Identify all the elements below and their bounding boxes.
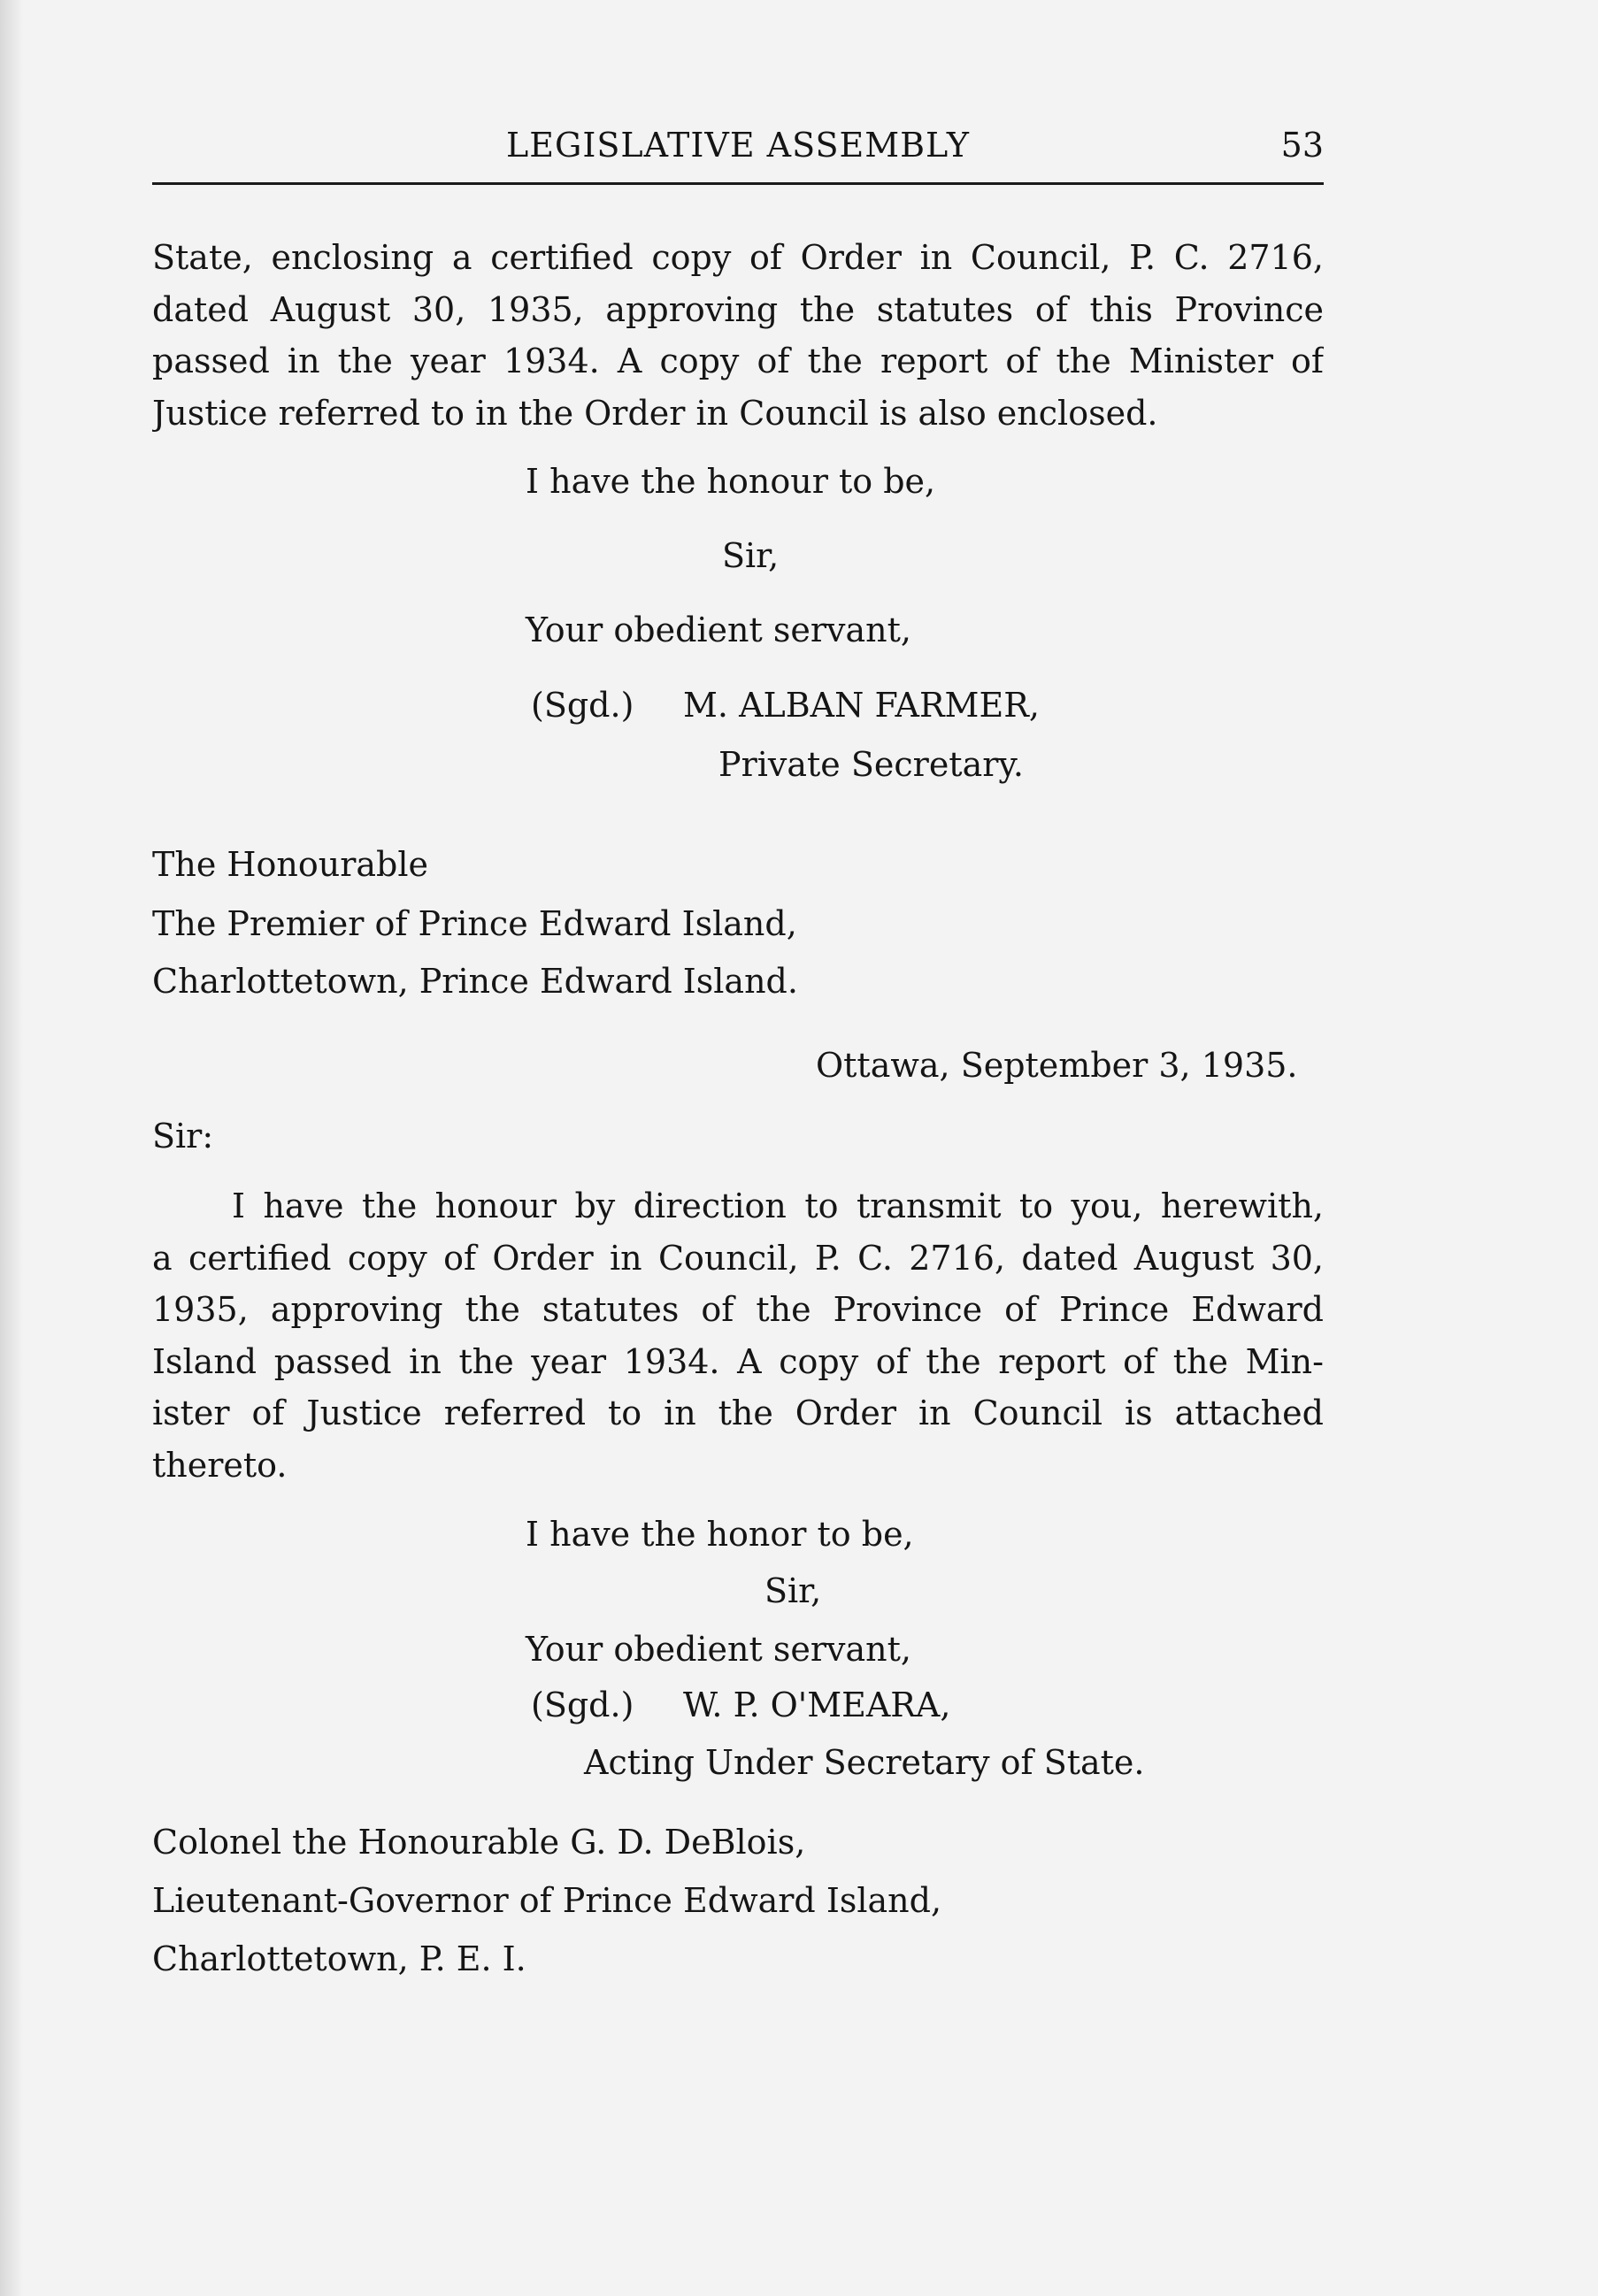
letter1-address-line: The Premier of Prince Edward Island, [152,904,797,943]
letter2-address-line: Charlottetown, P. E. I. [152,1939,526,1978]
letter1-body-line: State, enclosing a certified copy of Order in Council, P. C. 2716, [152,238,1324,277]
letter1-body-line: dated August 30, 1935, approving the statutes of this Province [152,289,1324,329]
letter2-body-line: 1935, approving the statutes of the Province of Prince Edward [152,1290,1324,1329]
letter2-signer-title: Acting Under Secretary of State. [584,1743,1145,1782]
letter1-body [152,232,1324,439]
letter1-address-line: Charlottetown, Prince Edward Island. [152,962,798,1001]
running-header-title: LEGISLATIVE ASSEMBLY [506,126,970,165]
letter1-servant: Your obedient servant, [526,610,911,649]
letter2-body-line: I have the honour by direction to transmit to you, herewith, [232,1186,1324,1225]
page-edge-shadow [0,0,23,2296]
letter1-closing: I have the honour to be, [526,462,936,501]
letter2-sir: Sir, [764,1571,822,1610]
letter1-body-line: passed in the year 1934. A copy of the report of the Minister of [152,342,1324,380]
letter2-body [152,1180,1324,1491]
letter1-sgd: (Sgd.) [531,686,634,725]
letter2-body-line: thereto. [152,1445,288,1485]
letter2-servant: Your obedient servant, [526,1630,911,1669]
letter2-address-line: Colonel the Honourable G. D. DeBlois, [152,1823,806,1862]
letter2-body-line: ister of Justice referred to in the Order in Council is attached [152,1394,1324,1432]
letter1-body-line: Justice referred to in the Order in Council is also enclosed. [152,393,1158,433]
letter2-signer: W. P. O'MEARA, [683,1686,951,1724]
letter2-body-line: a certified copy of Order in Council, P. C. 2716, dated August 30, [152,1238,1324,1278]
letter2-closing: I have the honor to be, [526,1515,914,1554]
running-header [152,126,1324,170]
page-number: 53 [1280,126,1324,165]
header-rule [152,182,1324,185]
letter2-sgd: (Sgd.) [531,1686,634,1724]
letter1-signer: M. ALBAN FARMER, [683,686,1040,725]
letter1-signer-title: Private Secretary. [718,745,1024,784]
letter2-salutation: Sir: [152,1117,214,1156]
letter2-body-line: Island passed in the year 1934. A copy of the report of the Min- [152,1341,1324,1381]
letter1-sir: Sir, [722,536,780,575]
letter2-address-line: Lieutenant-Governor of Prince Edward Island, [152,1881,942,1920]
letter2-dateline: Ottawa, September 3, 1935. [816,1046,1298,1085]
letter1-address-line: The Honourable [152,845,429,884]
